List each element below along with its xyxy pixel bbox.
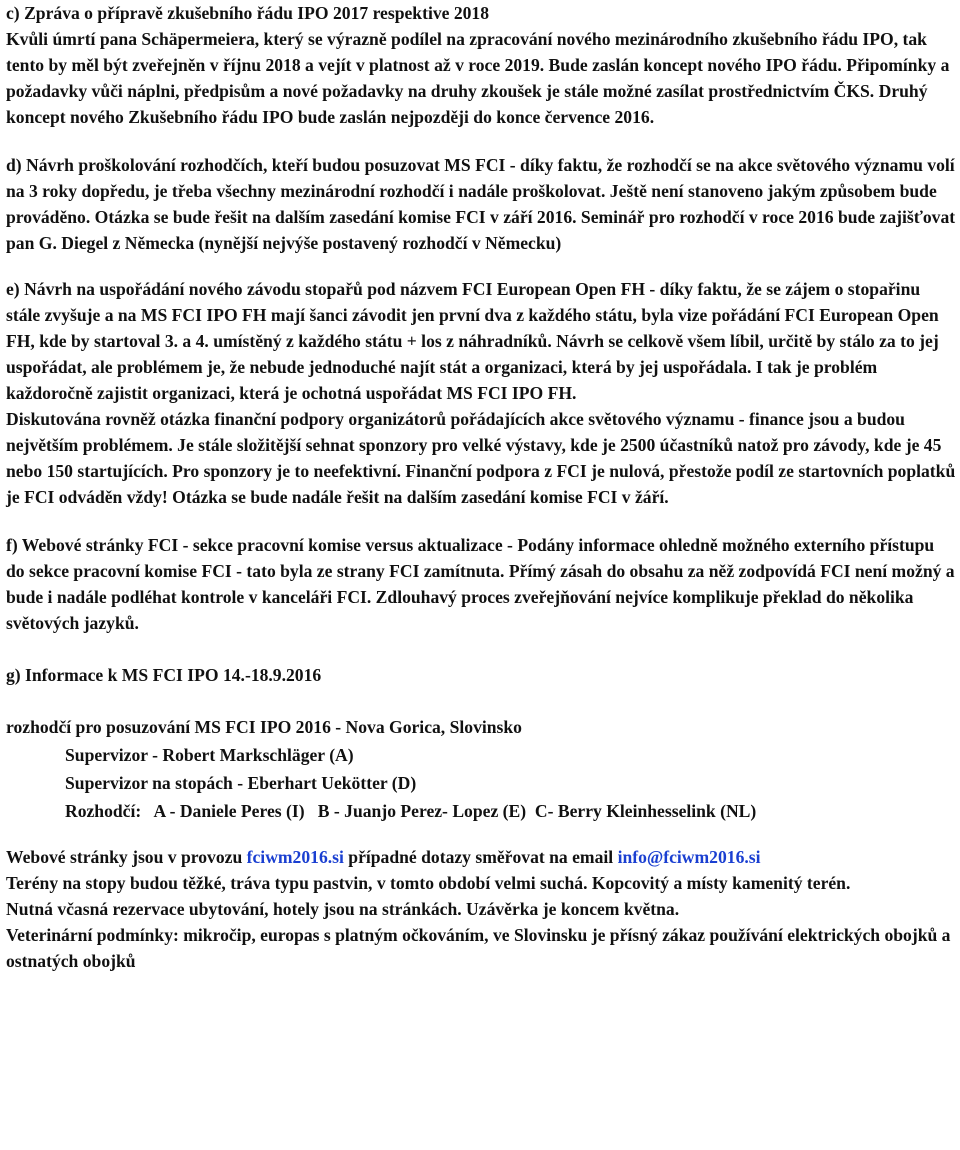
website-middle: případné dotazy směřovat na email	[343, 847, 618, 867]
document-page	[6, 0, 956, 974]
judges-intro: rozhodčí pro posuzování MS FCI IPO 2016 - Nova Gorica, Slovinsko	[6, 717, 522, 737]
track-supervisor-line: Supervizor na stopách - Eberhart Uekötter (D)	[65, 773, 417, 793]
website-info	[6, 844, 956, 870]
section-e: e) Návrh na uspořádání nového závodu stopařů pod názvem FCI European Open FH - díky faktu, že se zájem o stopařinu stále zvyšuje a na MS FCI IPO FH mají šanci závodit jen první dva z každého státu, byla vize pořádání FCI European Open FH, kde by startoval 3. a 4. umístěný z každého státu + los z náhradníků. Návrh se celkově všem líbil, určitě by stálo za to jej uspořádat, ale problémem je, že nebude jednoduché najít stát a organizaci, která by jej uspořádala. I tak je problém každoročně zajistit organizaci, která je ochotná uspořádat MS FCI IPO FH.	[6, 279, 939, 403]
vet-info: Veterinární podmínky: mikročip, europas s platným očkováním, ve Slovinsku je přísný zákaz používání elektrických obojků a ostnatých obojků	[6, 925, 951, 971]
section-g-heading: g) Informace k MS FCI IPO 14.-18.9.2016	[6, 665, 322, 685]
terrain-info: Terény na stopy budou těžké, tráva typu pastvin, v tomto období velmi suchá. Kopcovitý a místy kamenitý terén.	[6, 873, 851, 893]
booking-info: Nutná včasná rezervace ubytování, hotely jsou na stránkách. Uzávěrka je koncem května.	[6, 899, 680, 919]
section-f: f) Webové stránky FCI - sekce pracovní komise versus aktualizace - Podány informace ohledně možného externího přístupu do sekce pracovní komise FCI - tato byla ze strany FCI zamítnuta. Přímý zásah do obsahu za něž zodpovídá FCI není možný a bude i nadále podléhat kontrole v kanceláři FCI. Zdlouhavý proces zveřejňování nejvíce komplikuje překlad do několika světových jazyků.	[6, 535, 955, 633]
section-c-body: Kvůli úmrtí pana Schäpermeiera, který se výrazně podílel na zpracování nového mezinárodního zkušebního řádu IPO, tak tento by měl být zveřejněn v říjnu 2018 a vejít v platnost až v roce 2019. Bude zaslán koncept nového IPO řádu. Připomínky a požadavky vůči náplni, předpisům a nové požadavky na druhy zkoušek je stále možné zasílat prostřednictvím ČKS. Druhý koncept nového Zkušebního řádu IPO bude zaslán nejpozději do konce července 2016.	[6, 29, 950, 127]
judges-line: Rozhodčí: A - Daniele Peres (I) B - Juanjo Perez- Lopez (E) C- Berry Kleinhesselink (NL)	[65, 801, 757, 821]
section-e-financing: Diskutována rovněž otázka finanční podpory organizátorů pořádajících akce světového významu - finance jsou a budou největším problémem. Je stále složitější sehnat sponzory pro velké výstavy, kde je 2500 účastníků natož pro závody, kde je 45 nebo 150 startujících. Pro sponzory je to neefektivní. Finanční podpora z FCI je nulová, přestože podíl ze startovních poplatků je FCI odváděn vždy! Otázka se bude nadále řešit na dalším zasedání komise FCI v žáří.	[6, 409, 956, 507]
website-link[interactable]: fciwm2016.si	[246, 847, 344, 867]
section-d: d) Návrh proškolování rozhodčích, kteří budou posuzovat MS FCI - díky faktu, že rozhodčí se na akce světového významu volí na 3 roky dopředu, je třeba všechny mezinárodní rozhodčí i nadále proškolovat. Ještě není stanoveno jakým způsobem bude prováděno. Otázka se bude řešit na dalším zasedání komise FCI v září 2016. Seminář pro rozhodčí v roce 2016 bude zajišťovat pan G. Diegel z Německa (nynější nejvýše postavený rozhodčí v Německu)	[6, 155, 956, 253]
section-c	[6, 0, 956, 130]
website-prefix: Webové stránky jsou v provozu	[6, 847, 247, 867]
email-link[interactable]: info@fciwm2016.si	[617, 847, 761, 867]
section-c-heading: c) Zpráva o přípravě zkušebního řádu IPO 2017 respektive 2018	[6, 3, 490, 23]
supervisor-line: Supervizor - Robert Markschläger (A)	[65, 745, 354, 765]
